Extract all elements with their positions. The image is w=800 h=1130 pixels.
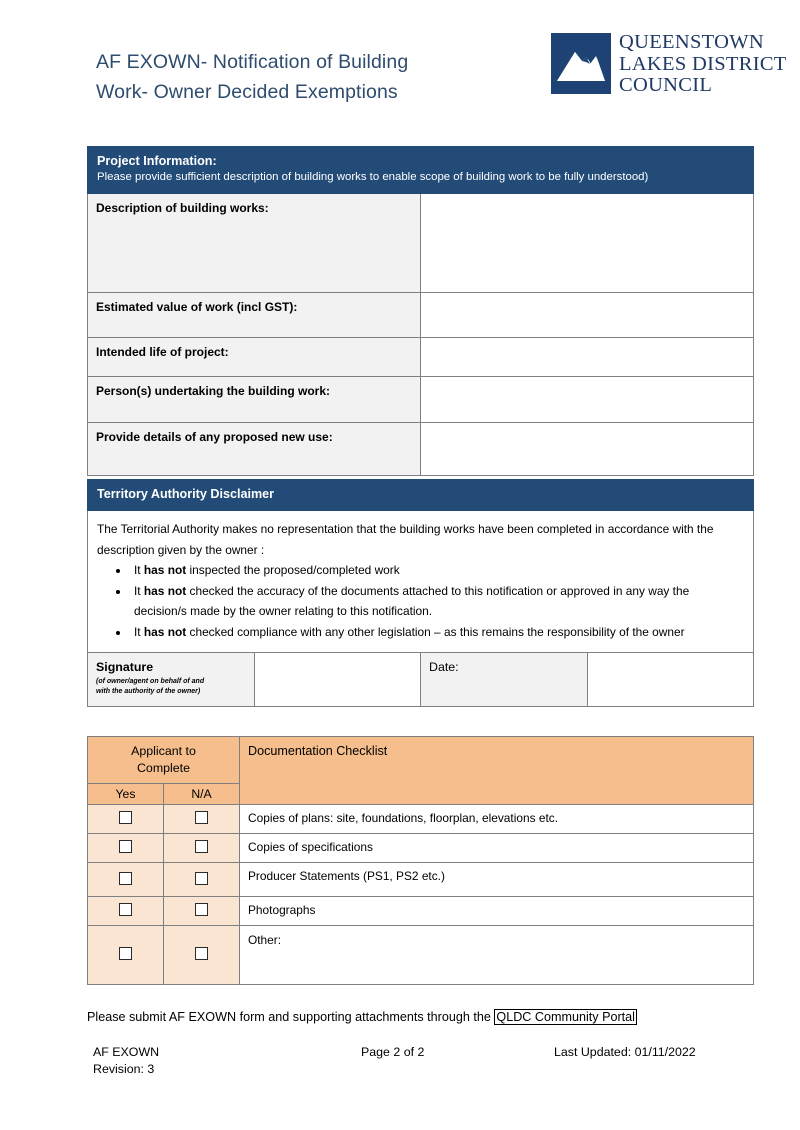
checkbox-yes-cell-3[interactable]	[88, 897, 164, 926]
checkbox-yes-cell-0[interactable]	[88, 805, 164, 834]
checkbox-icon[interactable]	[195, 840, 208, 853]
checkbox-na-cell-1[interactable]	[164, 834, 240, 863]
label-persons-undertaking-the-building-work: Person(s) undertaking the building work:	[88, 377, 421, 423]
bullet-text-pre: It	[134, 624, 144, 639]
bullet-text-pre: It	[134, 563, 144, 577]
checklist-item-1: Copies of specifications	[240, 834, 754, 863]
checkbox-na-cell-2[interactable]	[164, 863, 240, 897]
field-persons-undertaking-the-building-work[interactable]	[421, 377, 754, 423]
table-row	[88, 293, 754, 338]
label-intended-life-of-project: Intended life of project:	[88, 338, 421, 377]
documentation-checklist-table	[87, 736, 754, 985]
table-row	[88, 338, 754, 377]
project-information-title: Project Information:	[97, 154, 217, 168]
applicant-header-line2: Complete	[136, 761, 191, 775]
checkbox-icon[interactable]	[195, 947, 208, 960]
mountain-logo-icon	[551, 33, 611, 94]
bullet-text-post: checked compliance with any other legislation – as this remains the responsibility of the owner	[186, 624, 685, 639]
table-row	[88, 926, 754, 985]
checkbox-icon[interactable]	[195, 872, 208, 885]
footer-last-updated: Last Updated: 01/11/2022	[554, 1045, 696, 1059]
table-row	[88, 423, 754, 476]
bullet-text-post: inspected the proposed/completed work	[186, 563, 400, 577]
disclaimer-body	[88, 511, 754, 653]
table-row	[88, 834, 754, 863]
bullet-text-pre: It	[134, 583, 144, 598]
footer-form-code-block	[93, 1044, 159, 1077]
qldc-logo	[551, 31, 787, 96]
applicant-header-line1: Applicant to	[131, 744, 196, 758]
list-item	[130, 560, 743, 581]
footer-form-code: AF EXOWN	[93, 1045, 160, 1059]
column-header-yes: Yes	[88, 784, 164, 805]
disclaimer-body-row	[88, 511, 754, 653]
signature-note-line2: with the authority of the owner)	[96, 687, 201, 695]
project-information-subtitle: Please provide sufficient description of building works to enable scope of building work to be fully understood)	[97, 171, 649, 183]
date-label: Date:	[421, 653, 588, 707]
signature-note-line1: (of owner/agent on behalf of and	[96, 678, 205, 685]
checkbox-icon[interactable]	[195, 811, 208, 824]
page-title-line1: AF EXOWN- Notification of Building	[96, 51, 409, 73]
table-row	[88, 863, 754, 897]
qldc-community-portal-link[interactable]: QLDC Community Portal	[496, 1010, 635, 1024]
checkbox-na-cell-4[interactable]	[164, 926, 240, 985]
disclaimer-banner	[88, 480, 754, 511]
signature-label: Signature	[96, 660, 154, 674]
field-intended-life-of-project[interactable]	[421, 338, 754, 377]
checkbox-icon[interactable]	[119, 872, 132, 885]
field-estimated-value-of-work[interactable]	[421, 293, 754, 338]
checklist-item-3: Photographs	[240, 897, 754, 926]
checkbox-icon[interactable]	[119, 903, 132, 916]
project-information-banner	[88, 147, 754, 194]
list-item	[130, 581, 743, 622]
project-information-table	[87, 146, 754, 476]
checkbox-icon[interactable]	[119, 947, 132, 960]
logo-line-3: COUNCIL	[619, 74, 713, 96]
checkbox-icon[interactable]	[119, 811, 132, 824]
territory-authority-disclaimer-table	[87, 479, 754, 707]
label-proposed-new-use: Provide details of any proposed new use:	[88, 423, 421, 476]
bullet-text-post: checked the accuracy of the documents attached to this notification or approved in any way the decision/s made by the owner relating to this notification.	[134, 583, 690, 618]
disclaimer-title: Territory Authority Disclaimer	[97, 487, 275, 501]
logo-wordmark	[619, 32, 787, 97]
footer-revision: Revision: 3	[93, 1061, 155, 1076]
signature-label-cell	[88, 653, 255, 707]
submit-instruction-text: Please submit AF EXOWN form and supporting attachments through the	[87, 1010, 495, 1024]
label-description-of-building-works: Description of building works:	[88, 194, 421, 293]
checkbox-na-cell-3[interactable]	[164, 897, 240, 926]
field-description-of-building-works[interactable]	[421, 194, 754, 293]
list-item	[130, 622, 743, 643]
applicant-to-complete-header	[88, 737, 240, 784]
logo-line-2: LAKES DISTRICT	[619, 52, 787, 75]
table-row	[88, 805, 754, 834]
checkbox-icon[interactable]	[119, 840, 132, 853]
project-information-banner-row	[88, 147, 754, 194]
checkbox-na-cell-0[interactable]	[164, 805, 240, 834]
signature-row	[88, 653, 754, 707]
page-title	[96, 47, 536, 107]
checkbox-icon[interactable]	[195, 903, 208, 916]
disclaimer-bullet-list	[97, 560, 743, 642]
checklist-item-0: Copies of plans: site, foundations, floorplan, elevations etc.	[240, 805, 754, 834]
table-row	[88, 377, 754, 423]
logo-line-1: QUEENSTOWN	[619, 31, 764, 53]
table-row	[88, 194, 754, 293]
checkbox-yes-cell-2[interactable]	[88, 863, 164, 897]
checkbox-yes-cell-4[interactable]	[88, 926, 164, 985]
field-proposed-new-use[interactable]	[421, 423, 754, 476]
label-estimated-value-of-work: Estimated value of work (incl GST):	[88, 293, 421, 338]
column-header-na: N/A	[164, 784, 240, 805]
checkbox-yes-cell-1[interactable]	[88, 834, 164, 863]
date-input[interactable]	[587, 653, 754, 707]
checklist-header-row	[88, 737, 754, 784]
bullet-text-strong: has not	[143, 624, 187, 639]
footer-page-number: Page 2 of 2	[361, 1045, 425, 1059]
documentation-checklist-header: Documentation Checklist	[240, 737, 754, 805]
signature-input[interactable]	[254, 653, 421, 707]
document-header	[0, 0, 800, 132]
submit-instruction	[87, 1010, 637, 1024]
disclaimer-banner-row	[88, 480, 754, 511]
bullet-text-strong: has not	[143, 583, 187, 598]
checklist-item-4: Other:	[240, 926, 754, 985]
page-title-line2: Work- Owner Decided Exemptions	[96, 81, 398, 103]
table-row	[88, 897, 754, 926]
disclaimer-intro: The Territorial Authority makes no representation that the building works have been completed in accordance with the description given by the owner :	[97, 522, 714, 557]
bullet-text-strong: has not	[143, 563, 187, 577]
checklist-item-2: Producer Statements (PS1, PS2 etc.)	[240, 863, 754, 897]
